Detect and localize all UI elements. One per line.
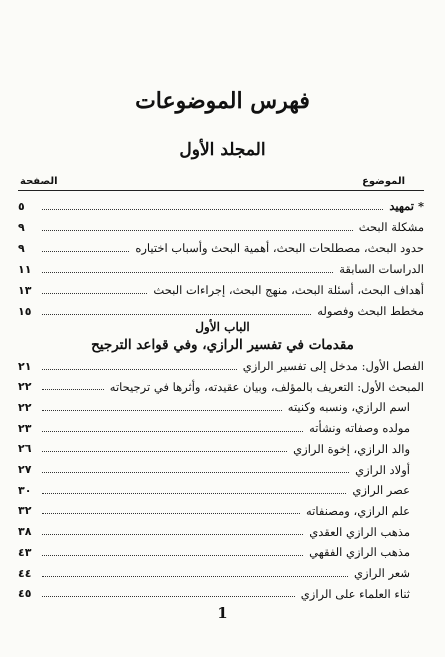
toc-entry-title: * تمهيد xyxy=(389,199,424,213)
dot-leader xyxy=(42,230,353,231)
toc-entry-page: ٢٣ xyxy=(18,421,32,435)
toc-entry-page: ٢١ xyxy=(18,359,32,373)
toc-entry xyxy=(18,238,424,258)
toc-entry xyxy=(18,522,424,542)
toc-entry-page: ١١ xyxy=(18,262,32,276)
dot-leader xyxy=(42,272,333,273)
toc-entry-page: ٣٠ xyxy=(18,483,32,497)
toc-entry xyxy=(18,460,424,480)
toc-entry xyxy=(18,584,424,604)
toc-entry xyxy=(18,439,424,459)
toc-entry-page: ٤٥ xyxy=(18,587,32,601)
page-column-header: الصفحة xyxy=(20,176,58,187)
toc-entry-page: ٤٤ xyxy=(18,566,32,580)
toc-entry-page: ٥ xyxy=(18,199,25,213)
toc-entry xyxy=(18,563,424,583)
header-rule xyxy=(18,190,424,191)
toc-entry xyxy=(18,280,424,300)
toc-entry xyxy=(18,480,424,500)
dot-leader xyxy=(42,209,383,210)
dot-leader xyxy=(42,534,303,535)
toc-entry-page: ٤٣ xyxy=(18,545,32,559)
part-title: مقدمات في تفسير الرازي، وفي قواعد الترجيح xyxy=(91,337,354,353)
toc-entry-page: ٣٨ xyxy=(18,525,32,539)
toc-entry xyxy=(18,259,424,279)
dot-leader xyxy=(42,596,295,597)
toc-entry-page: ٢٧ xyxy=(18,463,32,476)
toc-entry-title: الفصل الأول: مدخل إلى تفسير الرازي xyxy=(242,359,424,373)
dot-leader xyxy=(42,451,287,452)
toc-entry-page: ٣٢ xyxy=(18,504,32,518)
dot-leader xyxy=(42,369,237,370)
dot-leader xyxy=(42,472,349,473)
toc-entry-title: حدود البحث، مصطلحات البحث، أهمية البحث وأسباب اختياره xyxy=(135,241,424,255)
toc-entry xyxy=(18,217,424,237)
toc-entry-title: ثناء العلماء على الرازي xyxy=(300,586,410,601)
toc-entry-title: المبحث الأول: التعريف بالمؤلف، وبيان عقيدته، وأثرها في ترجيحاته xyxy=(109,379,424,394)
toc-entry-title: مشكلة البحث xyxy=(358,220,424,234)
toc-entry-page: ٢٢ xyxy=(18,400,32,414)
dot-leader xyxy=(42,513,300,514)
toc-entry-title: أولاد الرازي xyxy=(355,462,410,477)
toc-entry-title: مولده وصفاته ونشأته xyxy=(309,421,410,436)
toc-entry xyxy=(18,196,424,216)
page-title: فهرس الموضوعات xyxy=(135,88,310,114)
toc-entry-title: مذهب الرازي العقدي xyxy=(309,524,410,539)
toc-entry-page: ١٣ xyxy=(18,283,32,297)
toc-entry-title: الدراسات السابقة xyxy=(339,262,424,276)
topic-column-header: الموضوع xyxy=(362,176,405,187)
dot-leader xyxy=(42,431,303,432)
part-label: الباب الأول xyxy=(195,320,250,334)
dot-leader xyxy=(42,293,147,294)
toc-entry xyxy=(18,356,424,376)
toc-entry xyxy=(18,397,424,417)
toc-entry xyxy=(18,301,424,321)
dot-leader xyxy=(42,251,129,252)
dot-leader xyxy=(42,314,311,315)
toc-entry-title: مذهب الرازي الفقهي xyxy=(309,545,410,560)
toc-entry-title: عصر الرازي xyxy=(352,483,410,498)
dot-leader xyxy=(42,555,303,556)
toc-entry-title: علم الرازي، ومصنفاته xyxy=(306,503,410,518)
dot-leader xyxy=(42,389,104,390)
toc-entry-title: اسم الرازي، ونسبه وكنيته xyxy=(287,400,410,415)
toc-entry-title: مخطط البحث وفصوله xyxy=(317,304,424,318)
volume-title: المجلد الأول xyxy=(179,140,266,160)
toc-entry-page: ١٥ xyxy=(18,304,32,318)
page-number: 1 xyxy=(217,604,228,622)
toc-entry-title: أهداف البحث، أسئلة البحث، منهج البحث، إجراءات البحث xyxy=(153,283,424,297)
toc-entry-page: ٩ xyxy=(18,241,25,255)
toc-entry xyxy=(18,542,424,562)
toc-entry-page: ٩ xyxy=(18,220,25,234)
dot-leader xyxy=(42,576,348,577)
toc-entry-title: والد الرازي، إخوة الرازي xyxy=(293,441,410,456)
dot-leader xyxy=(42,493,346,494)
toc-entry xyxy=(18,377,424,397)
toc-entry-page: ٢٢ xyxy=(18,380,32,394)
toc-entry xyxy=(18,501,424,521)
toc-entry xyxy=(18,418,424,438)
dot-leader xyxy=(42,410,282,411)
toc-entry-page: ٢٦ xyxy=(18,442,32,456)
toc-entry-title: شعر الرازي xyxy=(354,566,410,580)
